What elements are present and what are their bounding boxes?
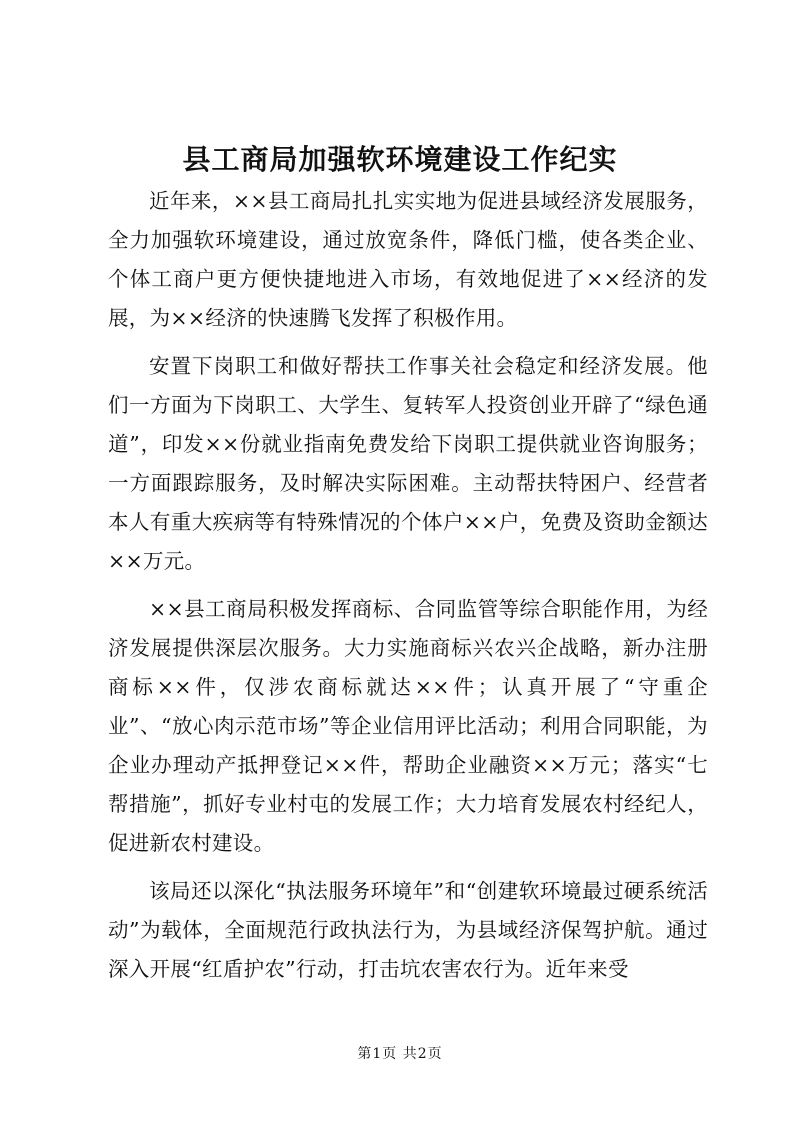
paragraph-1: 近年来，××县工商局扎扎实实地为促进县域经济发展服务，全力加强软环境建设，通过放宽条件，降低门槛，使各类企业、个体工商户更方便快捷地进入市场，有效地促进了××经济的发展，为××经济的快速腾飞发挥了积极作用。 [108, 189, 708, 330]
paragraph-4: 该局还以深化“执法服务环境年”和“创建软环境最过硬系统活动”为载体，全面规范行政执法行为，为县域经济保驾护航。通过深入开展“红盾护农”行动，打击坑农害农行为。近年来受 [108, 879, 708, 981]
paragraph-2: 安置下岗职工和做好帮扶工作事关社会稳定和经济发展。他们一方面为下岗职工、大学生、复转军人投资创业开辟了“绿色通道”，印发××份就业指南免费发给下岗职工提供就业咨询服务；一方面跟踪服务，及时解决实际困难。主动帮扶特困户、经营者本人有重大疾病等有特殊情况的个体户××户，免费及资助金额达××万元。 [108, 354, 708, 573]
paragraph-3: ××县工商局积极发挥商标、合同监管等综合职能作用，为经济发展提供深层次服务。大力实施商标兴农兴企战略，新办注册商标××件，仅涉农商标就达××件；认真开展了“守重企业”、“放心肉示范市场”等企业信用评比活动；利用合同职能，为企业办理动产抵押登记××件，帮助企业融资××万元；落实“七帮措施”，抓好专业村屯的发展工作；大力培育发展农村经纪人，促进新农村建设。 [108, 597, 708, 855]
document-body [108, 182, 708, 998]
page-footer: 第1页 共2页 [357, 1046, 443, 1062]
document-title: 县工商局加强软环境建设工作纪实 [182, 143, 618, 176]
